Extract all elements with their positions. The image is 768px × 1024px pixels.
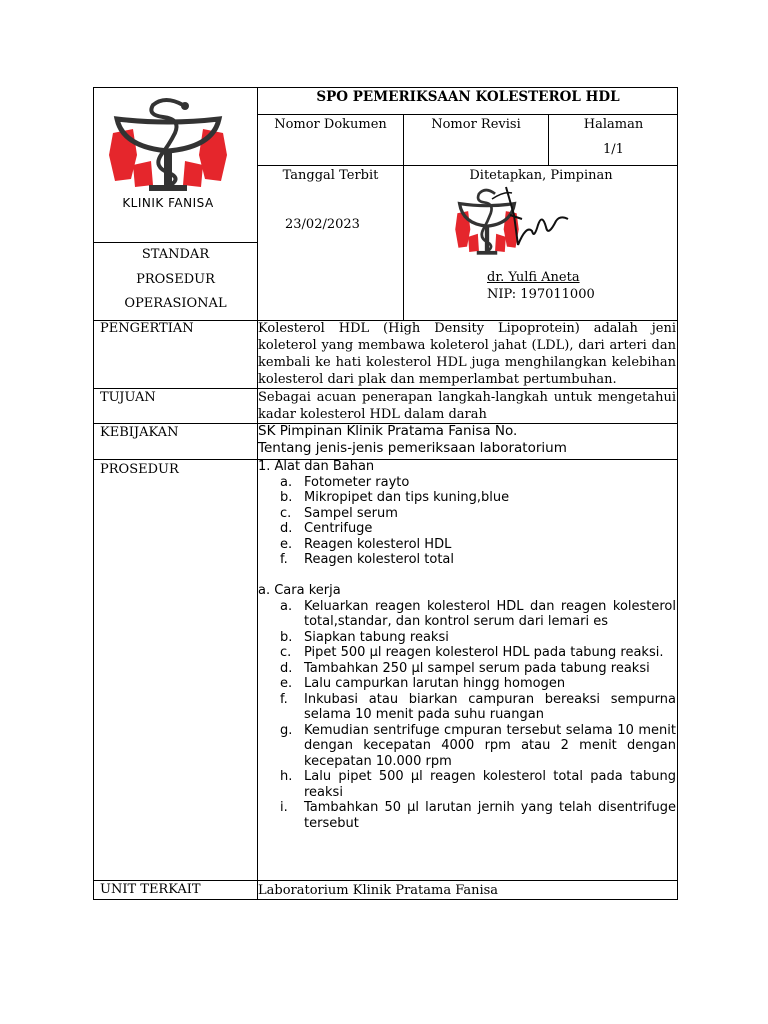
prosedur-label: PROSEDUR xyxy=(100,462,179,477)
list-item xyxy=(258,723,676,770)
list-item-text: Lalu campurkan larutan hingg homogen xyxy=(304,676,566,691)
spo-line-standar: STANDAR xyxy=(141,247,210,262)
list-item-text: Sampel serum xyxy=(304,505,398,521)
divider-doc-row xyxy=(257,165,678,166)
list-item xyxy=(258,692,676,723)
list-marker: b. xyxy=(280,490,293,505)
list-item-text: Centrifuge xyxy=(304,521,373,536)
clinic-logo xyxy=(103,95,233,225)
alat-heading: 1. Alat dan Bahan xyxy=(258,459,375,474)
ditetapkan-label: Ditetapkan, Pimpinan xyxy=(469,168,613,183)
pimpinan-nip: NIP: 197011000 xyxy=(487,287,595,302)
list-marker: h. xyxy=(280,769,293,784)
list-item-text: Siapkan tabung reaksi xyxy=(304,629,449,645)
list-item-text: Tambahkan 50 µl larutan jernih yang telah disentrifuge tersebut xyxy=(304,800,676,831)
list-marker: f. xyxy=(280,552,288,567)
list-marker: g. xyxy=(280,722,293,738)
list-item xyxy=(258,800,676,831)
list-marker: i. xyxy=(280,800,288,815)
unit-text: Laboratorium Klinik Pratama Fanisa xyxy=(258,883,499,898)
tanggal-terbit-label: Tanggal Terbit xyxy=(282,168,379,183)
list-item xyxy=(258,676,676,692)
pengertian-text: Kolesterol HDL (High Density Lipoprotein) adalah jeni koleterol yang membawa koleterol jahat (LDL), dari arteri dan kembali ke hati kolesterol HDL juga menghilangkan kelebihan kolesterol dari plak dan memperlambat pertumbuhan. xyxy=(258,321,676,387)
tujuan-label: TUJUAN xyxy=(100,390,156,405)
list-item-text: Lalu pipet 500 µl reagen kolesterol total pada tabung reaksi xyxy=(304,769,676,800)
kebijakan-line2: Tentang jenis-jenis pemeriksaan laboratorium xyxy=(258,440,567,456)
list-marker: c. xyxy=(280,505,292,521)
list-item xyxy=(258,506,676,522)
unit-label: UNIT TERKAIT xyxy=(100,882,201,897)
list-item-text: Keluarkan reagen kolesterol HDL dan reagen kolesterol total,standar, dan kontrol serum dari lemari es xyxy=(304,598,676,629)
handwritten-signature-icon xyxy=(452,185,572,265)
list-item xyxy=(258,661,676,677)
spo-line-prosedur: PROSEDUR xyxy=(136,271,215,287)
list-item xyxy=(258,769,676,800)
divider-doc-revisi xyxy=(403,114,404,320)
prosedur-content xyxy=(258,459,676,831)
list-item xyxy=(258,475,676,491)
list-item-text: Inkubasi atau biarkan campuran bereaksi sempurna selama 10 menit pada suhu ruangan xyxy=(304,691,676,722)
cara-heading: a. Cara kerja xyxy=(258,583,341,598)
list-item xyxy=(258,490,676,506)
kebijakan-label: KEBIJAKAN xyxy=(100,425,179,440)
tujuan-text: Sebagai acuan penerapan langkah-langkah untuk mengetahui kadar kolesterol HDL dalam darah xyxy=(258,390,676,422)
nomor-revisi-label: Nomor Revisi xyxy=(431,117,521,132)
list-item xyxy=(258,630,676,646)
alat-list xyxy=(258,475,676,568)
halaman-label: Halaman xyxy=(583,117,644,132)
clinic-name: KLINIK FANISA xyxy=(122,196,214,210)
kebijakan-text xyxy=(258,423,676,457)
list-marker: b. xyxy=(280,629,293,645)
list-marker: d. xyxy=(280,660,293,676)
list-item-text: Kemudian sentrifuge cmpuran tersebut selama 10 menit dengan kecepatan 4000 rpm atau 2 menit dengan kecepatan 10.000 rpm xyxy=(304,722,676,769)
list-item-text: Pipet 500 µl reagen kolesterol HDL pada tabung reaksi. xyxy=(304,645,664,660)
pharmacy-bowl-snake-logo-icon xyxy=(103,95,233,200)
nomor-dokumen-label: Nomor Dokumen xyxy=(274,117,387,132)
spo-label xyxy=(94,243,257,317)
list-item-text: Tambahkan 250 µl sampel serum pada tabung reaksi xyxy=(304,660,650,676)
list-item xyxy=(258,552,676,568)
list-item-text: Mikropipet dan tips kuning,blue xyxy=(304,490,510,505)
list-marker: e. xyxy=(280,676,293,691)
list-marker: d. xyxy=(280,521,293,536)
cara-list xyxy=(258,599,676,832)
kebijakan-line1: SK Pimpinan Klinik Pratama Fanisa No. xyxy=(258,423,518,439)
list-marker: a. xyxy=(280,474,293,490)
list-marker: c. xyxy=(280,645,292,660)
list-item xyxy=(258,645,676,661)
list-marker: a. xyxy=(280,598,293,614)
pengertian-label: PENGERTIAN xyxy=(100,321,194,336)
halaman-value: 1/1 xyxy=(603,142,624,157)
tanggal-terbit-value: 23/02/2023 xyxy=(285,217,360,232)
list-item-text: Reagen kolesterol HDL xyxy=(304,536,452,552)
pimpinan-name: dr. Yulfi Aneta xyxy=(487,270,580,285)
list-item-text: Fotometer rayto xyxy=(304,474,410,490)
list-item xyxy=(258,521,676,537)
list-marker: e. xyxy=(280,536,293,552)
list-marker: f. xyxy=(280,691,288,707)
divider-title xyxy=(257,114,678,115)
list-item-text: Reagen kolesterol total xyxy=(304,552,455,567)
page-title: SPO PEMERIKSAAN KOLESTEROL HDL xyxy=(316,89,620,105)
list-item xyxy=(258,599,676,630)
list-item xyxy=(258,537,676,553)
spo-line-operasional: OPERASIONAL xyxy=(124,296,227,311)
approval-stamp xyxy=(452,185,572,265)
